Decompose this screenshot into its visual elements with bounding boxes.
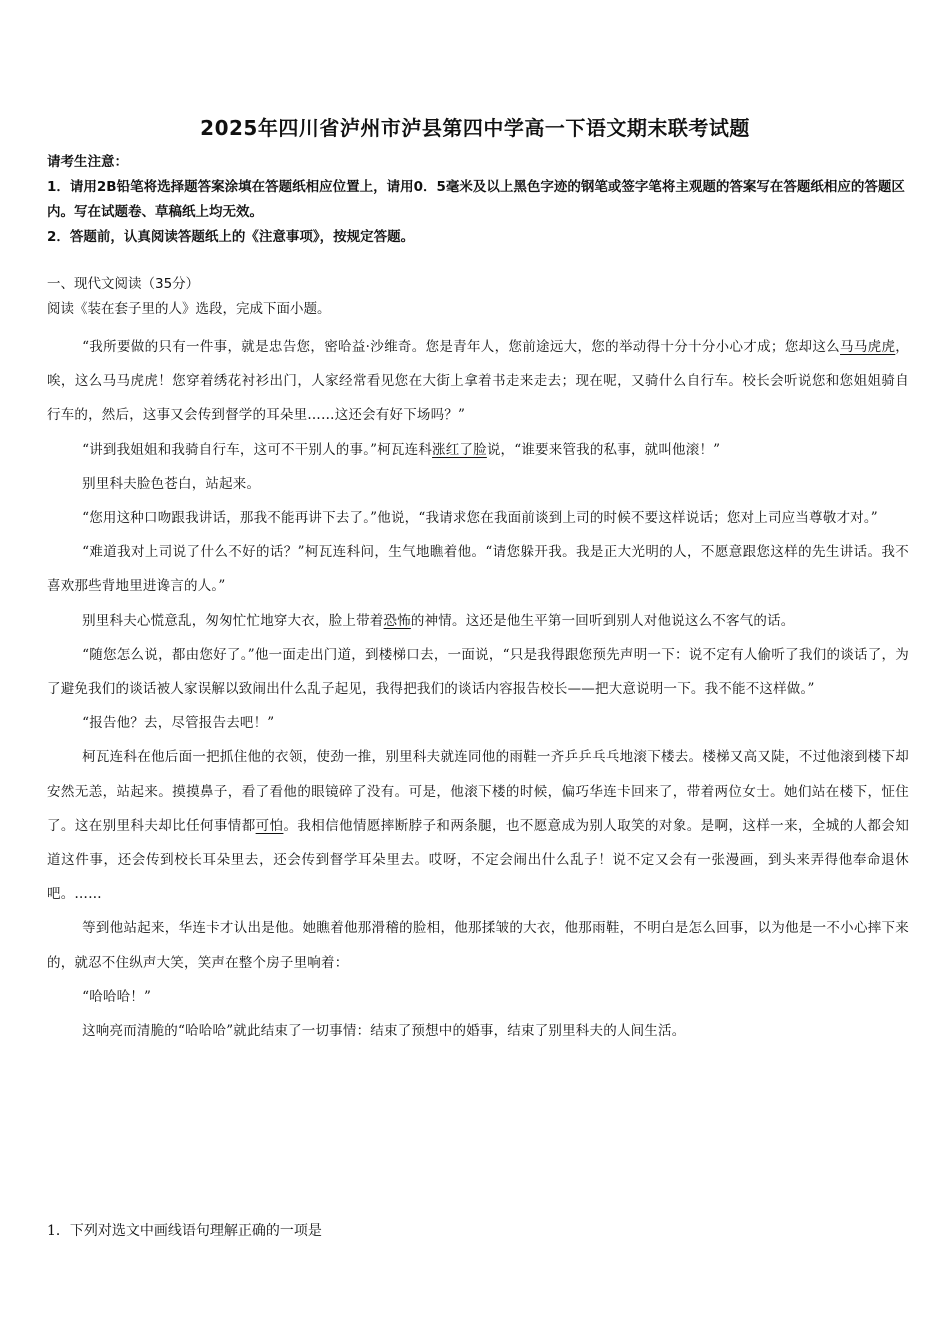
notice-heading: 请考生注意： <box>47 154 128 170</box>
passage-text: 说，“谁要来管我的私事，就叫他滚！” <box>486 441 721 458</box>
passage-text: 。我相信他情愿摔断脖子和两条腿，也不愿意成为别人取笑的对象。是啊，这样一来，全城的人都会知道这件事，还会传到校长耳朵里去，还会传到督学耳朵里去。哎呀，不定会闹出什么乱子！说不定又会有一张漫画，到头来弄得他奉命退休吧。…… <box>47 817 910 903</box>
passage-text: ，唉，这么马马虎虎！您穿着绣花衬衫出门，人家经常看见您在大街上拿着书走来走去；现在呢，又骑什么自行车。校长会听说您和您姐姐骑自行车的，然后，这事又会传到督学的耳朵里……这还会有好下场吗？” <box>47 339 909 424</box>
underlined-phrase: 马马虎虎 <box>840 339 896 355</box>
passage-text: 别里科夫心慌意乱，匆匆忙忙地穿大衣，脸上带着 <box>82 612 384 629</box>
question-1: 1．下列对选文中画线语句理解正确的一项是 <box>47 1223 322 1239</box>
passage-paragraph: “随您怎么说，都由您好了。”他一面走出门道，到楼梯口去，一面说，“只是我得跟您预先声明一下：说不定有人偷听了我们的谈话了，为了避免我们的谈话被人家误解以致闹出什么乱子起见，我得把我们的谈话内容报告校长——把大意说明一下。我不能不这样做。” <box>47 646 909 698</box>
passage-paragraph <box>47 740 909 911</box>
section-instruction: 阅读《装在套子里的人》选段，完成下面小题。 <box>47 301 331 317</box>
passage-paragraph: “报告他？去，尽管报告去吧！” <box>82 715 275 732</box>
exam-title: 2025年四川省泸州市泸县第四中学高一下语文期末联考试题 <box>200 116 750 140</box>
underlined-phrase: 可怕 <box>255 817 284 834</box>
section-one <box>47 272 907 322</box>
passage-text: 的神情。这还是他生平第一回听到别人对他说这么不客气的话。 <box>410 612 795 629</box>
reading-passage <box>47 330 909 1048</box>
candidate-notice <box>47 150 907 250</box>
passage-paragraph: 等到他站起来，华连卡才认出是他。她瞧着他那滑稽的脸相，他那揉皱的大衣，他那雨鞋，不明白是怎么回事，以为他是一不小心摔下来的，就忍不住纵声大笑，笑声在整个房子里响着： <box>47 920 909 971</box>
underlined-phrase: 涨红了脸 <box>432 441 487 458</box>
passage-paragraph: “难道我对上司说了什么不好的话？”柯瓦连科问，生气地瞧着他。“请您躲开我。我是正大光明的人，不愿意跟您这样的先生讲话。我不喜欢那些背地里进谗言的人。” <box>47 544 909 595</box>
passage-paragraph <box>47 433 909 467</box>
underlined-phrase: 恐怖 <box>383 612 411 629</box>
notice-item-2: 2．答题前，认真阅读答题纸上的《注意事项》，按规定答题。 <box>47 229 415 245</box>
passage-text: 柯瓦连科在他后面一把抓住他的衣领，使劲一推，别里科夫就连同他的雨鞋一齐乒乒乓乓地滚下楼去。楼梯又高又陡，不过他滚到楼下却安然无恙，站起来。摸摸鼻子，看了看他的眼镜碎了没有。可是，他滚下楼的时候，偏巧华连卡回来了，带着两位女士。她们站在楼下，怔住了。这在别里科夫却比任何事情都 <box>47 749 909 834</box>
passage-paragraph: 这响亮而清脆的“哈哈哈”就此结束了一切事情：结束了预想中的婚事，结束了别里科夫的人间生活。 <box>82 1023 686 1040</box>
passage-paragraph <box>47 330 909 433</box>
passage-paragraph <box>47 604 909 638</box>
passage-paragraph: 别里科夫脸色苍白，站起来。 <box>82 475 261 492</box>
notice-item-1: 1．请用2B铅笔将选择题答案涂填在答题纸相应位置上，请用0．5毫米及以上黑色字迹的钢笔或签字笔将主观题的答案写在答题纸相应的答题区内。写在试题卷、草稿纸上均无效。 <box>47 179 905 220</box>
section-heading: 一、现代文阅读（35分） <box>47 276 200 292</box>
passage-text: “我所要做的只有一件事，就是忠告您，密哈益·沙维奇。您是青年人，您前途远大，您的举动得十分十分小心才成；您却这么 <box>82 339 841 355</box>
passage-paragraph: “哈哈哈！” <box>82 988 152 1005</box>
passage-text: “讲到我姐姐和我骑自行车，这可不干别人的事。”柯瓦连科 <box>82 441 433 458</box>
passage-paragraph: “您用这种口吻跟我讲话，那我不能再讲下去了。”他说，“我请求您在我面前谈到上司的时候不要这样说话；您对上司应当尊敬才对。” <box>82 510 878 527</box>
